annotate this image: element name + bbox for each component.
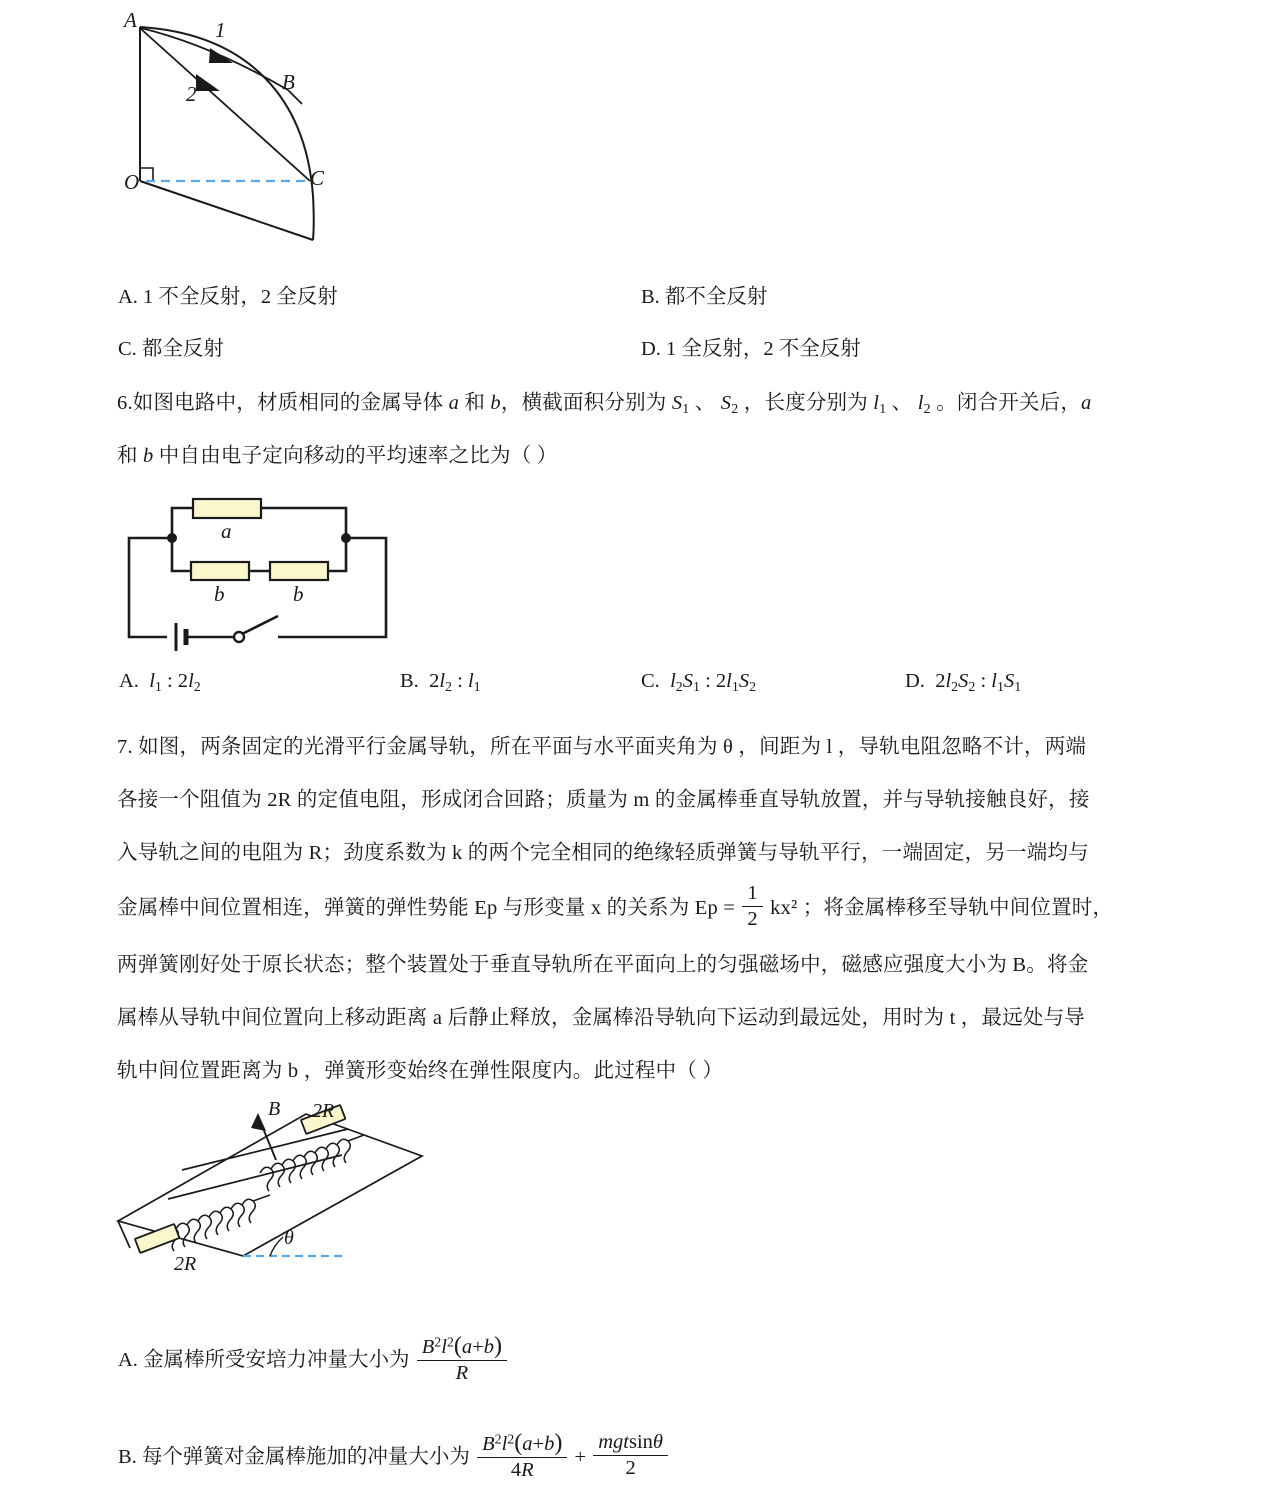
q5-option-c[interactable]: C. 都全反射 [118, 338, 224, 360]
q6-option-c[interactable]: C. l2S1 : 2l1S2 [641, 670, 757, 695]
fraction-numerator: 1 [742, 882, 762, 907]
label-B-field: B [268, 1098, 281, 1120]
q6-t2: 和 [459, 392, 491, 414]
label-ray-1: 1 [215, 18, 226, 42]
q7-a-numerator: $B^2l^2(a+b)$ [417, 1332, 507, 1361]
q7-option-b-text: 每个弹簧对金属棒施加的冲量大小为 [141, 1446, 470, 1469]
q6-t6: 、 [886, 392, 918, 414]
resistor-b1-box [191, 562, 249, 580]
q6-option-d-label: D. [905, 670, 925, 692]
q6-var-a2: a [1081, 392, 1092, 414]
q7-option-b[interactable] [118, 1428, 670, 1485]
label-B: B [282, 70, 295, 94]
label-C: C [310, 166, 325, 190]
q7-option-a-text: 金属棒所受安培力冲量大小为 [143, 1349, 410, 1372]
q6-var-l1: l [873, 392, 880, 414]
parallel-circuit-figure [118, 495, 428, 655]
q7-stem-line5: 两弹簧刚好处于原长状态；整个装置处于垂直导轨所在平面向上的匀强磁场中，磁感应强度大小为 B。将金 [117, 954, 1089, 976]
resistor-a-label: a [221, 519, 232, 543]
q7-line4-pre: 金属棒中间位置相连，弹簧的弹性势能 Ep 与形变量 x 的关系为 Ep = [117, 897, 736, 920]
q6-sub-2: 2 [731, 401, 739, 417]
b-field-arrow-head [251, 1113, 266, 1131]
q6-sub-1: 1 [682, 401, 690, 417]
q6-t1: 如图电路中，材质相同的金属导体 [132, 392, 449, 414]
spring-lower [165, 1195, 270, 1251]
q6-option-c-label: C. [641, 670, 660, 692]
resistor-b2-box [270, 562, 328, 580]
q6-option-b-label: B. [400, 670, 419, 692]
q6-stem-line1 [117, 393, 1091, 417]
q6-number: 6. [117, 392, 133, 414]
q6-t4: 、 [689, 392, 721, 414]
resistor-b1-label: b [214, 582, 225, 606]
q7-option-a[interactable] [118, 1331, 509, 1388]
q7-b-numerator-1: $B^2l^2(a+b)$ [477, 1429, 567, 1458]
inclined-rails-figure [110, 1098, 430, 1303]
q7-stem-line2: 各接一个阻值为 2R 的定值电阻，形成闭合回路；质量为 m 的金属棒垂直导轨放置，并与导轨接触良好，接 [117, 789, 1090, 811]
q7-a-denominator: R [455, 1362, 469, 1385]
q6-t5: ，长度分别为 [738, 392, 874, 414]
q6-var-l2: l [917, 392, 924, 414]
label-2R-top: 2R [312, 1100, 335, 1122]
fraction-denominator: 2 [747, 907, 758, 930]
q6-var-a: a [448, 392, 460, 414]
switch-lever [242, 616, 278, 634]
label-A: A [124, 8, 137, 32]
q6-option-a-label: A. [119, 670, 139, 692]
prism-light-path-figure [110, 0, 470, 265]
q7-b-denominator-1: 4R [510, 1459, 534, 1482]
one-half-fraction [742, 882, 762, 931]
label-theta: θ [284, 1227, 294, 1249]
q6-var-S2: S [720, 392, 732, 414]
q7-b-plus-sign: + [574, 1446, 587, 1469]
q7-stem-line4 [117, 881, 1114, 934]
q7-line4-post: kx² ；将金属棒移至导轨中间位置时， [770, 897, 1114, 920]
q6-var-b: b [490, 392, 501, 414]
label-O: O [124, 170, 140, 194]
q6-option-a[interactable]: A. l1 : 2l2 [119, 670, 201, 695]
q7-stem-line7: 轨中间位置距离为 b ，弹簧形变始终在弹性限度内。此过程中（ ） [117, 1060, 724, 1082]
q7-option-b-fraction-2 [593, 1431, 668, 1480]
q7-option-a-fraction [417, 1332, 507, 1385]
q6-sub-3: 1 [879, 401, 887, 417]
q6-option-b[interactable]: B. 2l2 : l1 [400, 670, 481, 695]
q7-option-b-fraction-1 [477, 1429, 567, 1482]
q7-stem-line1 [117, 737, 1086, 758]
q6-var-S1: S [671, 392, 683, 414]
q6-t9: 中自由电子定向移动的平均速率之比为（ ） [153, 445, 558, 467]
q5-option-b[interactable]: B. 都不全反射 [641, 286, 768, 308]
q6-stem-line2 [117, 446, 557, 467]
label-2R-bottom: 2R [174, 1253, 197, 1275]
q7-option-b-label: B. [118, 1446, 137, 1469]
q7-option-a-label: A. [118, 1349, 138, 1372]
q6-t8: 和 [117, 445, 144, 467]
q7-stem-line3: 入导轨之间的电阻为 R；劲度系数为 k 的两个完全相同的绝缘轻质弹簧与导轨平行，一端固定，另一端均与 [117, 842, 1089, 864]
resistor-a-box [193, 499, 261, 518]
label-ray-2: 2 [186, 82, 197, 106]
q7-line1: 如图，两条固定的光滑平行金属导轨，所在平面与水平面夹角为 θ ，间距为 l ，导轨电阻忽略不计，两端 [138, 736, 1087, 758]
q7-b-numerator-2: mgtsinθ [593, 1431, 668, 1456]
q6-option-d[interactable]: D. 2l2S2 : l1S1 [905, 670, 1022, 695]
q6-var-b2: b [143, 445, 154, 467]
q5-option-d[interactable]: D. 1 全反射，2 不全反射 [641, 338, 861, 360]
resistor-b2-label: b [293, 582, 304, 606]
q7-b-denominator-2: 2 [625, 1456, 636, 1479]
q6-t7: 。闭合开关后， [930, 392, 1082, 414]
q7-stem-line6: 属棒从导轨中间位置向上移动距离 a 后静止释放，金属棒沿导轨向下运动到最远处，用时为 t ，最远处与导 [117, 1007, 1085, 1029]
q5-option-a[interactable]: A. 1 不全反射，2 全反射 [118, 286, 338, 308]
q6-t3: ，横截面积分别为 [500, 392, 672, 414]
q7-number: 7. [117, 736, 133, 758]
q6-sub-4: 2 [923, 401, 931, 417]
